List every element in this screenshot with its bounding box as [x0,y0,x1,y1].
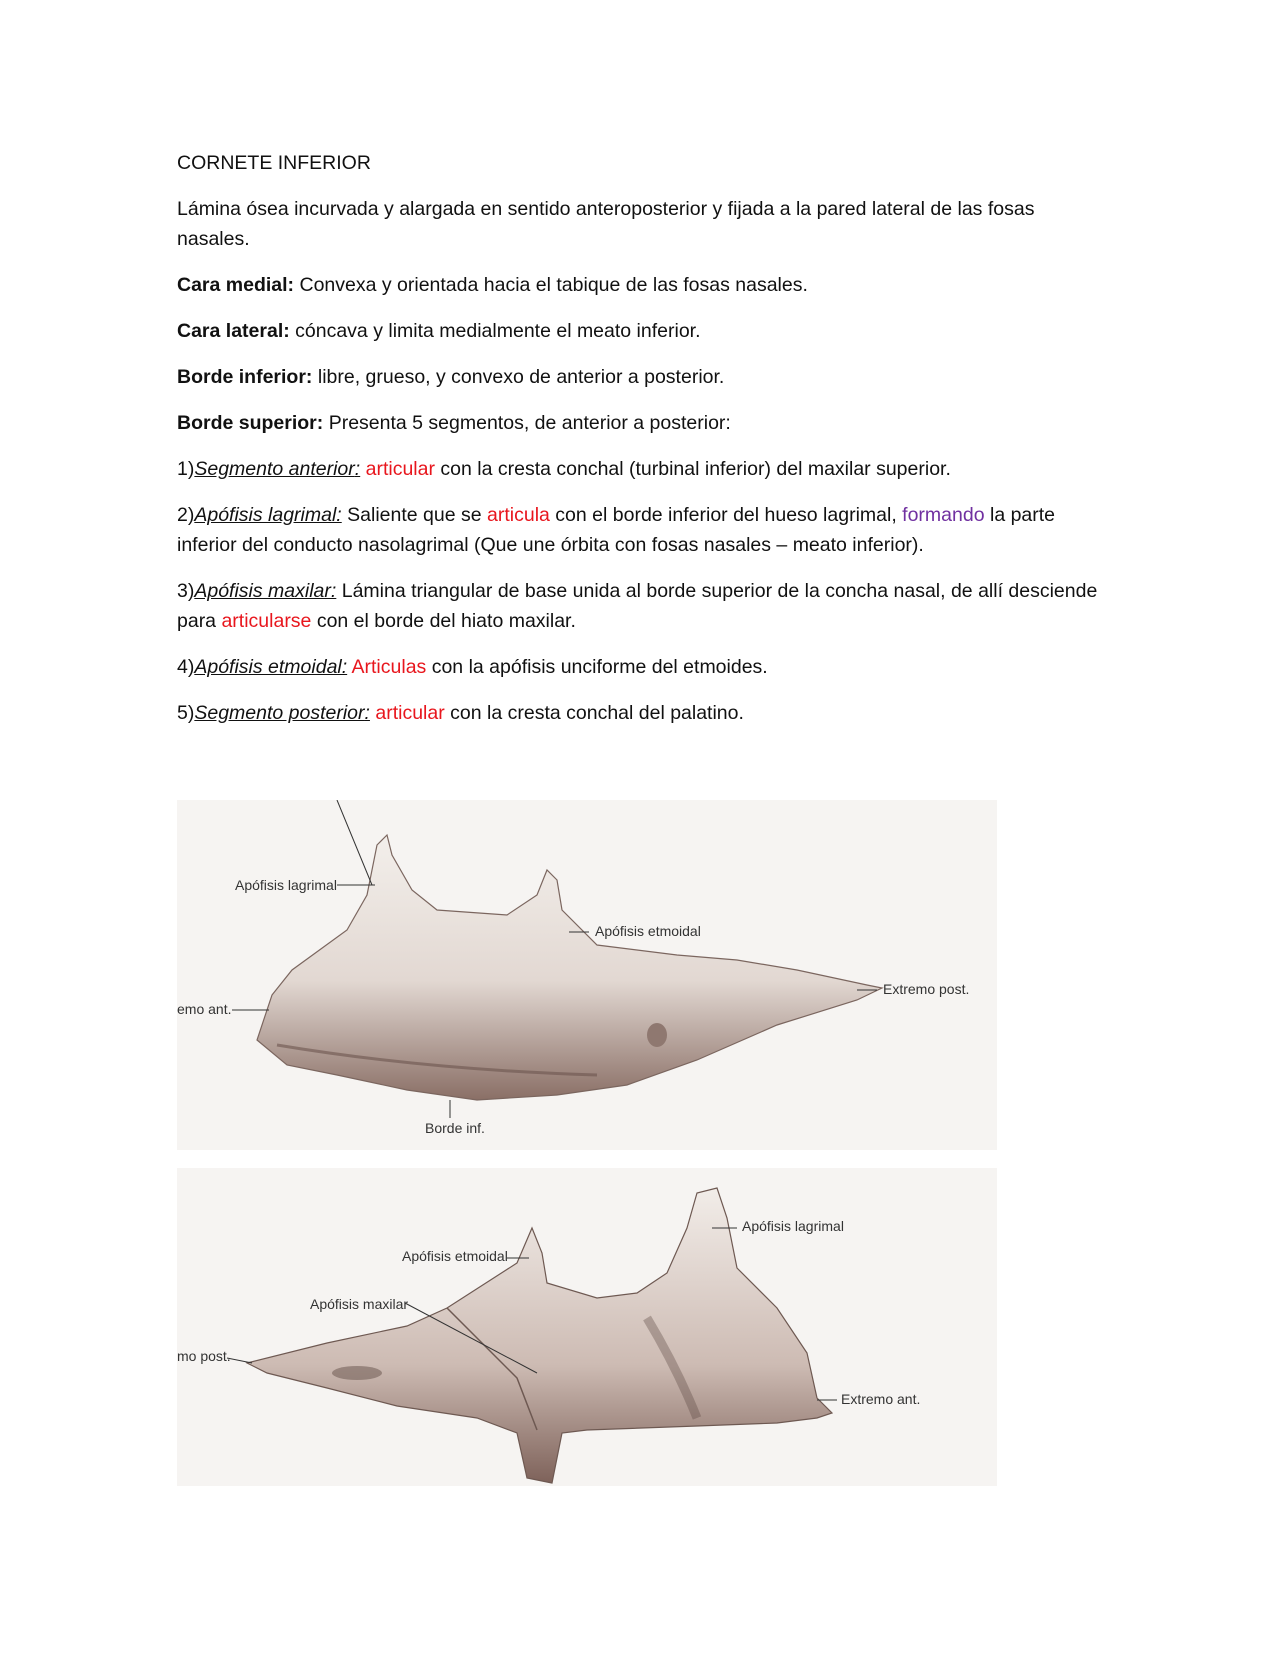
segment-3-name: Apófisis maxilar: [194,580,337,602]
label-apofisis-lagrimal: Apófisis lagrimal [742,1218,844,1234]
label-apofisis-etmoidal: Apófisis etmoidal [402,1248,508,1264]
segment-5-paragraph: 5)Segmento posterior: articular con la cresta conchal del palatino. [177,702,744,724]
segment-2-verb: articula [487,504,550,526]
borde-superior-paragraph: Borde superior: Presenta 5 segmentos, de anterior a posterior: [177,412,731,434]
segment-2-name: Apófisis lagrimal: [194,504,342,526]
intro-paragraph: Lámina ósea incurvada y alargada en sentido anteroposterior y fijada a la pared lateral de las fosas nasales. [177,198,1035,250]
segment-2-verb2: formando [902,504,985,526]
label-apofisis-lagrimal: Apófisis lagrimal [235,877,337,893]
document-title: CORNETE INFERIOR [177,152,371,174]
segment-3-paragraph: 3)Apófisis maxilar: Lámina triangular de base unida al borde superior de la concha nasal, de allí desciende para articularse con el borde del hiato maxilar. [177,580,1098,632]
segment-3-verb: articularse [221,610,312,632]
figure-lateral-view [177,1168,997,1486]
label-apofisis-maxilar: Apófisis maxilar [310,1296,409,1312]
bone-shape [257,835,882,1100]
bone-groove [332,1366,382,1380]
segment-1-verb: articular [365,458,435,480]
label-extremo-post: mo post. [177,1348,231,1364]
cara-lateral-label: Cara lateral: [177,320,290,342]
borde-inferior-label: Borde inferior: [177,366,313,388]
label-extremo-ant: Extremo ant. [841,1391,921,1407]
label-extremo-post: Extremo post. [883,981,970,997]
label-extremo-ant: emo ant. [177,1001,232,1017]
label-apofisis-etmoidal: Apófisis etmoidal [595,923,701,939]
borde-superior-label: Borde superior: [177,412,324,434]
segment-4-name: Apófisis etmoidal: [194,656,348,678]
leader-post [227,1358,252,1363]
segment-5-name: Segmento posterior [194,702,365,724]
document-body [177,148,1107,744]
cara-medial-paragraph: Cara medial: Convexa y orientada hacia el tabique de las fosas nasales. [177,274,808,296]
segment-5-verb: articular [375,702,445,724]
segment-4-verb: Articulas [351,656,427,678]
borde-inferior-paragraph: Borde inferior: libre, grueso, y convexo de anterior a posterior. [177,366,725,388]
turbinate-lateral-illustration [177,1168,997,1486]
segment-4-paragraph: 4)Apófisis etmoidal: Articulas con la apófisis unciforme del etmoides. [177,656,768,678]
segment-1-paragraph: 1)Segmento anterior: articular con la cresta conchal (turbinal inferior) del maxilar superior. [177,458,951,480]
segment-2-paragraph: 2)Apófisis lagrimal: Saliente que se articula con el borde inferior del hueso lagrimal, formando la parte inferior del conducto nasolagrimal (Que une órbita con fosas nasales – meato inferior). [177,504,1056,556]
cara-lateral-paragraph: Cara lateral: cóncava y limita medialmente el meato inferior. [177,320,701,342]
label-borde-inf: Borde inf. [425,1120,485,1136]
figure-medial-view [177,800,997,1150]
turbinate-medial-illustration [177,800,997,1150]
segment-1-name: Segmento anterior [194,458,355,480]
cara-medial-label: Cara medial: [177,274,295,296]
bone-pit [647,1023,667,1047]
